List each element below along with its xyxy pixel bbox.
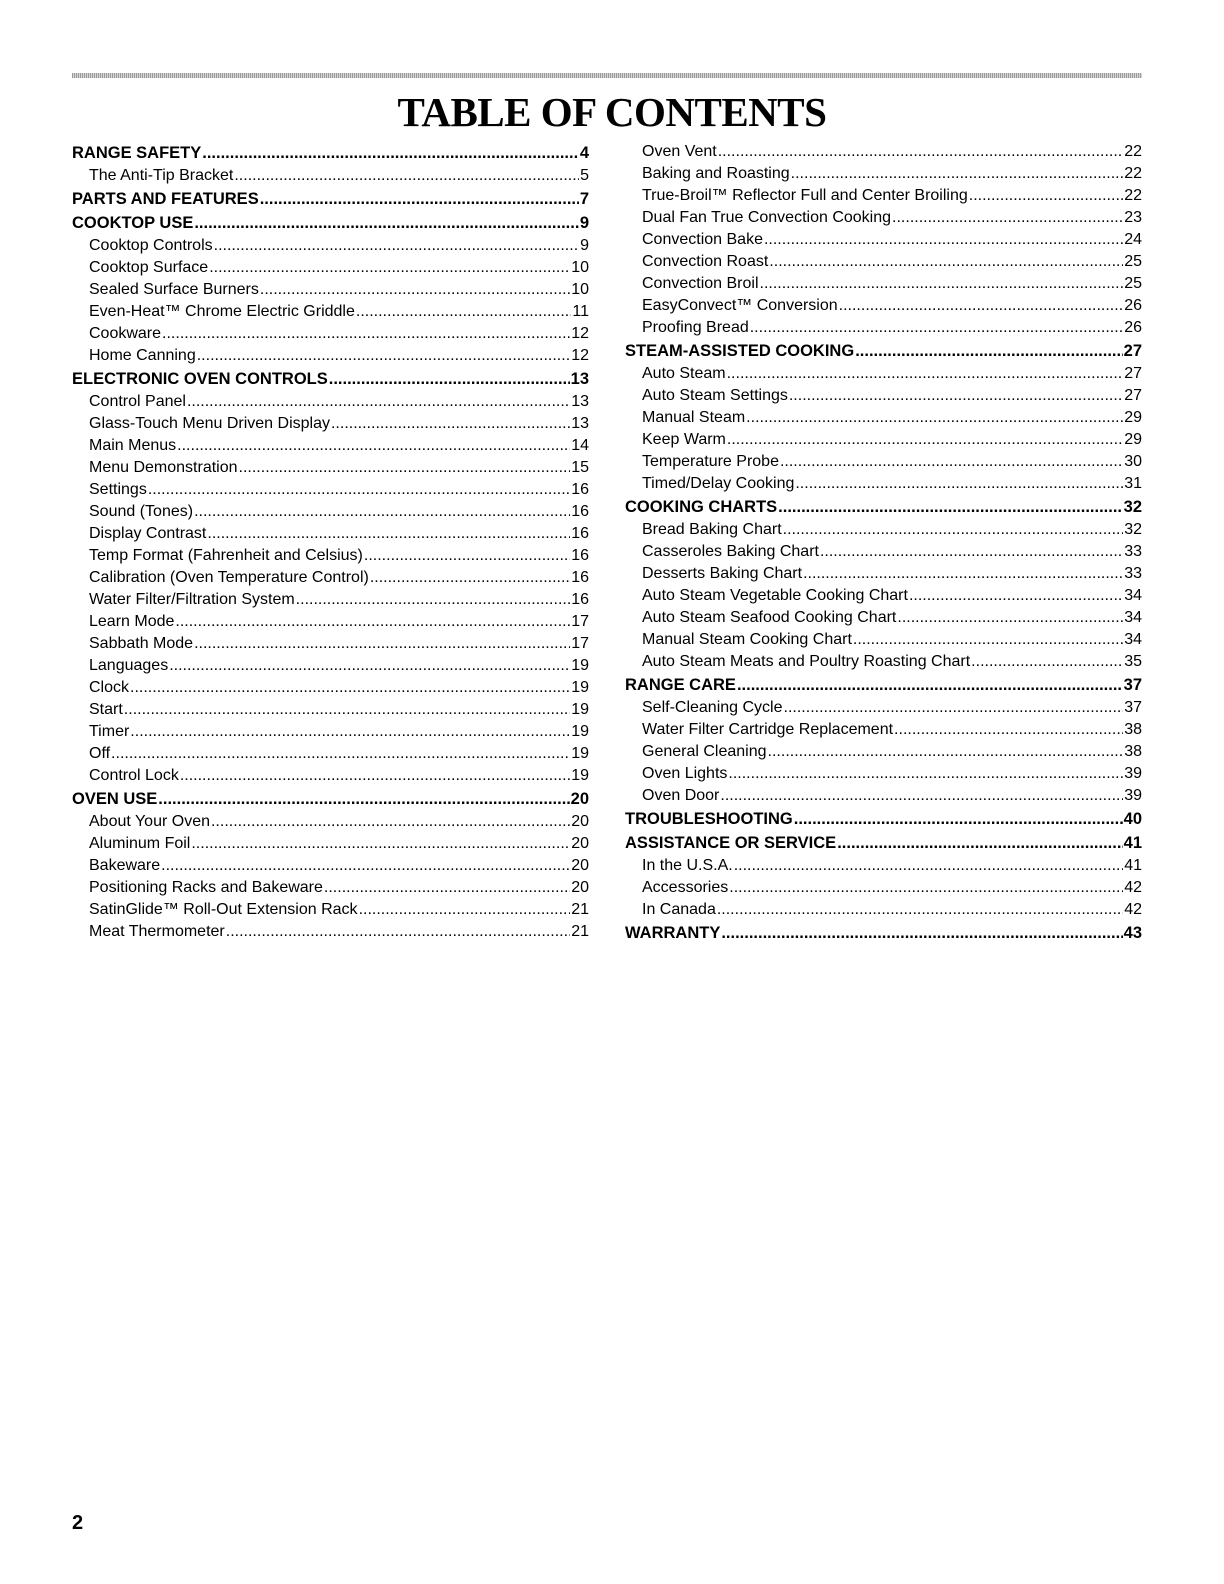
dot-leader <box>130 721 570 743</box>
toc-entry-title: Timer <box>89 723 130 740</box>
toc-entry-title: Languages <box>89 657 169 674</box>
toc-entry-page: 39 <box>1124 787 1142 804</box>
dot-leader <box>737 673 1123 697</box>
toc-entry-page: 27 <box>1123 342 1142 360</box>
dot-leader <box>161 855 570 877</box>
dot-leader <box>853 629 1123 651</box>
page-number: 2 <box>72 1512 84 1534</box>
toc-section-entry[interactable] <box>625 339 1142 363</box>
dot-leader <box>175 611 570 633</box>
toc-subsection-entry[interactable] <box>72 567 589 589</box>
toc-entry-title: Bakeware <box>89 857 161 874</box>
toc-entry-page: 10 <box>571 281 589 298</box>
toc-section-entry[interactable] <box>625 921 1142 945</box>
toc-entry-page: 42 <box>1124 901 1142 918</box>
toc-entry-title: Accessories <box>642 879 729 896</box>
toc-subsection-entry[interactable] <box>72 743 589 765</box>
toc-entry-page: 24 <box>1124 231 1142 248</box>
toc-entry-title: Convection Bake <box>642 231 763 248</box>
toc-entry-page: 37 <box>1123 676 1142 694</box>
toc-entry-title: Oven Door <box>642 787 720 804</box>
toc-subsection-entry[interactable] <box>625 785 1142 807</box>
toc-subsection-entry[interactable] <box>72 391 589 413</box>
toc-section-entry[interactable] <box>625 495 1142 519</box>
toc-subsection-entry[interactable] <box>625 363 1142 385</box>
dot-leader <box>364 545 570 567</box>
toc-subsection-entry[interactable] <box>625 273 1142 295</box>
toc-entry-title: Calibration (Oven Temperature Control) <box>89 569 369 586</box>
dot-leader <box>177 435 570 457</box>
dot-leader <box>820 541 1123 563</box>
toc-entry-page: 22 <box>1124 143 1142 160</box>
toc-subsection-entry[interactable] <box>72 413 589 435</box>
dot-leader <box>226 921 570 943</box>
toc-subsection-entry[interactable] <box>72 545 589 567</box>
toc-entry-page: 39 <box>1124 765 1142 782</box>
toc-entry-title: Cooktop Surface <box>89 259 209 276</box>
dot-leader <box>194 211 578 235</box>
toc-entry-page: 22 <box>1124 187 1142 204</box>
toc-subsection-entry[interactable] <box>625 541 1142 563</box>
toc-entry-page: 34 <box>1124 631 1142 648</box>
toc-entry-title: Auto Steam <box>642 365 726 382</box>
toc-subsection-entry[interactable] <box>625 317 1142 339</box>
toc-entry-page: 32 <box>1124 521 1142 538</box>
toc-entry-title: Control Panel <box>89 393 186 410</box>
toc-subsection-entry[interactable] <box>625 563 1142 585</box>
toc-subsection-entry[interactable] <box>625 385 1142 407</box>
dot-leader <box>855 339 1122 363</box>
toc-section-entry[interactable] <box>72 187 589 211</box>
dot-leader <box>214 235 579 257</box>
toc-section-entry[interactable] <box>625 831 1142 855</box>
toc-entry-page: 11 <box>572 303 589 320</box>
toc-entry-page: 20 <box>571 857 589 874</box>
toc-entry-title: Baking and Roasting <box>642 165 790 182</box>
toc-entry-title: Main Menus <box>89 437 177 454</box>
dot-leader <box>211 811 570 833</box>
dot-leader <box>234 165 579 187</box>
dot-leader <box>784 697 1124 719</box>
toc-entry-page: 35 <box>1124 653 1142 670</box>
toc-subsection-entry[interactable] <box>72 323 589 345</box>
toc-subsection-entry[interactable] <box>625 629 1142 651</box>
dot-leader <box>130 677 570 699</box>
dot-leader <box>296 589 571 611</box>
toc-entry-title: Cooktop Controls <box>89 237 213 254</box>
toc-subsection-entry[interactable] <box>625 607 1142 629</box>
toc-column-right <box>625 141 1142 945</box>
toc-entry-title: OVEN USE <box>72 790 158 808</box>
toc-entry-page: 34 <box>1124 609 1142 626</box>
dot-leader <box>803 563 1123 585</box>
toc-section-entry[interactable] <box>625 673 1142 697</box>
toc-subsection-entry[interactable] <box>72 235 589 257</box>
toc-entry-page: 25 <box>1124 275 1142 292</box>
toc-subsection-entry[interactable] <box>72 457 589 479</box>
dot-leader <box>717 899 1123 921</box>
dot-leader <box>783 519 1124 541</box>
toc-entry-page: 25 <box>1124 253 1142 270</box>
toc-entry-page: 16 <box>571 591 589 608</box>
toc-subsection-entry[interactable] <box>72 855 589 877</box>
dot-leader <box>180 765 570 787</box>
toc-entry-title: Settings <box>89 481 147 498</box>
toc-entry-page: 27 <box>1124 365 1142 382</box>
dot-leader <box>207 523 570 545</box>
toc-entry-title: EasyConvect™ Conversion <box>642 297 838 314</box>
toc-entry-title: Display Contrast <box>89 525 207 542</box>
toc-entry-page: 40 <box>1123 810 1142 828</box>
dot-leader <box>359 899 571 921</box>
toc-subsection-entry[interactable] <box>72 877 589 899</box>
dot-leader <box>331 413 570 435</box>
toc-entry-page: 33 <box>1124 543 1142 560</box>
toc-subsection-entry[interactable] <box>72 435 589 457</box>
toc-section-entry[interactable] <box>72 211 589 235</box>
toc-subsection-entry[interactable] <box>625 877 1142 899</box>
dot-leader <box>324 877 570 899</box>
toc-entry-title: Keep Warm <box>642 431 726 448</box>
dot-leader <box>794 807 1123 831</box>
toc-entry-title: True-Broil™ Reflector Full and Center Broiling <box>642 187 968 204</box>
toc-subsection-entry[interactable] <box>625 697 1142 719</box>
toc-entry-page: 13 <box>571 415 589 432</box>
toc-entry-title: Learn Mode <box>89 613 175 630</box>
dot-leader <box>718 141 1123 163</box>
toc-subsection-entry[interactable] <box>625 163 1142 185</box>
toc-entry-title: COOKTOP USE <box>72 214 194 232</box>
toc-subsection-entry[interactable] <box>625 519 1142 541</box>
toc-entry-title: Bread Baking Chart <box>642 521 782 538</box>
dot-leader <box>795 473 1123 495</box>
dot-leader <box>750 317 1123 339</box>
dot-leader <box>239 457 571 479</box>
toc-entry-page: 42 <box>1124 879 1142 896</box>
toc-entry-title: Auto Steam Seafood Cooking Chart <box>642 609 897 626</box>
dot-leader <box>260 187 579 211</box>
dot-leader <box>897 607 1123 629</box>
toc-subsection-entry[interactable] <box>72 301 589 323</box>
toc-entry-title: Clock <box>89 679 130 696</box>
toc-entry-page: 16 <box>571 503 589 520</box>
toc-entry-page: 19 <box>571 701 589 718</box>
toc-subsection-entry[interactable] <box>72 633 589 655</box>
toc-entry-page: 4 <box>579 144 589 162</box>
toc-entry-title: Meat Thermometer <box>89 923 225 940</box>
toc-subsection-entry[interactable] <box>72 501 589 523</box>
dot-leader <box>746 407 1123 429</box>
toc-entry-title: Convection Broil <box>642 275 759 292</box>
toc-entry-title: Even-Heat™ Chrome Electric Griddle <box>89 303 355 320</box>
toc-entry-title: Cookware <box>89 325 162 342</box>
dot-leader <box>892 207 1123 229</box>
toc-entry-page: 12 <box>571 347 589 364</box>
toc-entry-title: Sound (Tones) <box>89 503 194 520</box>
toc-subsection-entry[interactable] <box>625 429 1142 451</box>
toc-entry-page: 13 <box>571 393 589 410</box>
toc-entry-title: Manual Steam Cooking Chart <box>642 631 852 648</box>
toc-entry-title: The Anti-Tip Bracket <box>89 167 234 184</box>
toc-section-entry[interactable] <box>72 367 589 391</box>
toc-entry-page: 38 <box>1124 743 1142 760</box>
dot-leader <box>894 719 1123 741</box>
toc-subsection-entry[interactable] <box>72 589 589 611</box>
toc-entry-title: COOKING CHARTS <box>625 498 778 516</box>
toc-entry-title: Home Canning <box>89 347 196 364</box>
toc-entry-title: Aluminum Foil <box>89 835 191 852</box>
toc-entry-page: 41 <box>1124 857 1142 874</box>
toc-subsection-entry[interactable] <box>72 523 589 545</box>
toc-entry-page: 9 <box>579 214 589 232</box>
toc-subsection-entry[interactable] <box>72 833 589 855</box>
toc-section-entry[interactable] <box>72 141 589 165</box>
toc-subsection-entry[interactable] <box>625 651 1142 673</box>
toc-subsection-entry[interactable] <box>625 585 1142 607</box>
toc-entry-title: Water Filter Cartridge Replacement <box>642 721 894 738</box>
toc-entry-page: 17 <box>571 613 589 630</box>
dot-leader <box>162 323 570 345</box>
toc-subsection-entry[interactable] <box>625 763 1142 785</box>
dot-leader <box>971 651 1123 673</box>
toc-entry-page: 21 <box>571 923 589 940</box>
toc-subsection-entry[interactable] <box>625 229 1142 251</box>
toc-entry-page: 16 <box>571 525 589 542</box>
toc-subsection-entry[interactable] <box>625 295 1142 317</box>
dot-leader <box>839 295 1124 317</box>
dot-leader <box>202 141 579 165</box>
toc-entry-title: WARRANTY <box>625 924 721 942</box>
toc-entry-page: 10 <box>571 259 589 276</box>
toc-entry-page: 23 <box>1124 209 1142 226</box>
toc-subsection-entry[interactable] <box>72 699 589 721</box>
toc-subsection-entry[interactable] <box>625 185 1142 207</box>
toc-entry-page: 22 <box>1124 165 1142 182</box>
toc-subsection-entry[interactable] <box>625 855 1142 877</box>
toc-entry-page: 16 <box>571 481 589 498</box>
dot-leader <box>209 257 570 279</box>
dot-leader <box>969 185 1123 207</box>
dot-leader <box>728 763 1123 785</box>
toc-entry-page: 13 <box>570 370 589 388</box>
dot-leader <box>370 567 570 589</box>
toc-entry-page: 33 <box>1124 565 1142 582</box>
toc-entry-title: Convection Roast <box>642 253 769 270</box>
dot-leader <box>194 633 570 655</box>
dot-leader <box>720 785 1123 807</box>
toc-subsection-entry[interactable] <box>625 719 1142 741</box>
toc-entry-page: 26 <box>1124 319 1142 336</box>
dot-leader <box>169 655 570 677</box>
dot-leader <box>158 787 569 811</box>
toc-entry-page: 9 <box>580 237 589 254</box>
dot-leader <box>721 921 1122 945</box>
toc-subsection-entry[interactable] <box>625 741 1142 763</box>
dot-leader <box>734 855 1123 877</box>
dot-leader <box>124 699 570 721</box>
dot-leader <box>197 345 570 367</box>
toc-entry-title: TROUBLESHOOTING <box>625 810 793 828</box>
toc-subsection-entry[interactable] <box>625 407 1142 429</box>
toc-entry-title: Temperature Probe <box>642 453 779 470</box>
toc-subsection-entry[interactable] <box>625 207 1142 229</box>
toc-subsection-entry[interactable] <box>72 721 589 743</box>
toc-entry-title: SatinGlide™ Roll-Out Extension Rack <box>89 901 358 918</box>
dot-leader <box>769 251 1123 273</box>
toc-entry-title: General Cleaning <box>642 743 767 760</box>
toc-entry-page: 16 <box>571 569 589 586</box>
toc-section-entry[interactable] <box>625 807 1142 831</box>
toc-entry-title: Manual Steam <box>642 409 746 426</box>
toc-subsection-entry[interactable] <box>625 251 1142 273</box>
toc-entry-title: Oven Lights <box>642 765 728 782</box>
toc-entry-title: Glass-Touch Menu Driven Display <box>89 415 330 432</box>
toc-entry-title: STEAM-ASSISTED COOKING <box>625 342 855 360</box>
toc-subsection-entry[interactable] <box>72 279 589 301</box>
toc-subsection-entry[interactable] <box>72 611 589 633</box>
toc-subsection-entry[interactable] <box>72 765 589 787</box>
toc-entry-title: Menu Demonstration <box>89 459 238 476</box>
dot-leader <box>194 501 570 523</box>
toc-entry-page: 20 <box>571 813 589 830</box>
dot-leader <box>191 833 570 855</box>
toc-entry-page: 5 <box>580 167 589 184</box>
toc-entry-title: Positioning Racks and Bakeware <box>89 879 323 896</box>
toc-subsection-entry[interactable] <box>72 677 589 699</box>
toc-entry-page: 7 <box>579 190 589 208</box>
toc-entry-page: 26 <box>1124 297 1142 314</box>
toc-entry-title: ASSISTANCE OR SERVICE <box>625 834 837 852</box>
toc-entry-title: About Your Oven <box>89 813 210 830</box>
dot-leader <box>778 495 1122 519</box>
dot-leader <box>789 385 1123 407</box>
toc-entry-title: PARTS AND FEATURES <box>72 190 259 208</box>
top-rule <box>72 73 1142 78</box>
dot-leader <box>356 301 572 323</box>
toc-entry-page: 20 <box>571 835 589 852</box>
toc-entry-title: Water Filter/Filtration System <box>89 591 295 608</box>
toc-subsection-entry[interactable] <box>72 479 589 501</box>
toc-entry-title: Oven Vent <box>642 143 717 160</box>
dot-leader <box>187 391 570 413</box>
toc-entry-page: 19 <box>571 767 589 784</box>
toc-entry-title: In Canada <box>642 901 716 918</box>
toc-entry-page: 15 <box>571 459 589 476</box>
toc-entry-title: Off <box>89 745 111 762</box>
toc-entry-page: 21 <box>571 901 589 918</box>
toc-entry-page: 30 <box>1124 453 1142 470</box>
toc-entry-title: Auto Steam Vegetable Cooking Chart <box>642 587 908 604</box>
toc-entry-title: Start <box>89 701 123 718</box>
toc-entry-page: 34 <box>1124 587 1142 604</box>
dot-leader <box>837 831 1122 855</box>
toc-subsection-entry[interactable] <box>72 899 589 921</box>
toc-entry-title: Auto Steam Settings <box>642 387 788 404</box>
dot-leader <box>148 479 570 501</box>
toc-entry-page: 32 <box>1123 498 1142 516</box>
dot-leader <box>764 229 1123 251</box>
dot-leader <box>727 363 1124 385</box>
dot-leader <box>111 743 570 765</box>
dot-leader <box>260 279 570 301</box>
toc-subsection-entry[interactable] <box>625 473 1142 495</box>
toc-entry-page: 19 <box>571 745 589 762</box>
dot-leader <box>780 451 1123 473</box>
toc-entry-page: 19 <box>571 679 589 696</box>
toc-entry-title: Timed/Delay Cooking <box>642 475 795 492</box>
toc-entry-page: 12 <box>571 325 589 342</box>
toc-entry-page: 17 <box>571 635 589 652</box>
toc-entry-page: 19 <box>571 723 589 740</box>
toc-subsection-entry[interactable] <box>72 165 589 187</box>
toc-entry-page: 20 <box>570 790 589 808</box>
dot-leader <box>329 367 570 391</box>
dot-leader <box>768 741 1124 763</box>
toc-entry-page: 38 <box>1124 721 1142 738</box>
toc-entry-title: Sabbath Mode <box>89 635 194 652</box>
toc-subsection-entry[interactable] <box>72 257 589 279</box>
dot-leader <box>909 585 1123 607</box>
toc-entry-title: Casseroles Baking Chart <box>642 543 819 560</box>
toc-entry-title: RANGE SAFETY <box>72 144 202 162</box>
toc-entry-page: 16 <box>571 547 589 564</box>
toc-entry-page: 19 <box>571 657 589 674</box>
toc-entry-page: 37 <box>1124 699 1142 716</box>
toc-section-entry[interactable] <box>72 787 589 811</box>
toc-entry-title: Sealed Surface Burners <box>89 281 259 298</box>
toc-entry-title: Control Lock <box>89 767 179 784</box>
toc-subsection-entry[interactable] <box>72 921 589 943</box>
toc-entry-page: 29 <box>1124 409 1142 426</box>
toc-entry-page: 29 <box>1124 431 1142 448</box>
toc-subsection-entry[interactable] <box>72 655 589 677</box>
toc-entry-title: RANGE CARE <box>625 676 736 694</box>
toc-entry-page: 14 <box>571 437 589 454</box>
toc-entry-page: 20 <box>571 879 589 896</box>
toc-entry-page: 31 <box>1124 475 1142 492</box>
page-title: TABLE OF CONTENTS <box>397 89 827 135</box>
toc-subsection-entry[interactable] <box>72 811 589 833</box>
toc-column-left <box>72 141 589 943</box>
toc-subsection-entry[interactable] <box>625 451 1142 473</box>
toc-entry-page: 43 <box>1123 924 1142 942</box>
toc-entry-title: ELECTRONIC OVEN CONTROLS <box>72 370 328 388</box>
dot-leader <box>791 163 1124 185</box>
toc-entry-title: Desserts Baking Chart <box>642 565 803 582</box>
toc-subsection-entry[interactable] <box>625 141 1142 163</box>
toc-entry-title: Temp Format (Fahrenheit and Celsius) <box>89 547 363 564</box>
toc-entry-title: Auto Steam Meats and Poultry Roasting Chart <box>642 653 971 670</box>
toc-entry-title: In the U.S.A. <box>642 857 733 874</box>
dot-leader <box>727 429 1123 451</box>
toc-entry-title: Proofing Bread <box>642 319 749 336</box>
toc-entry-page: 27 <box>1124 387 1142 404</box>
dot-leader <box>729 877 1123 899</box>
toc-subsection-entry[interactable] <box>72 345 589 367</box>
toc-entry-title: Self-Cleaning Cycle <box>642 699 783 716</box>
toc-entry-page: 41 <box>1123 834 1142 852</box>
dot-leader <box>760 273 1124 295</box>
toc-entry-title: Dual Fan True Convection Cooking <box>642 209 892 226</box>
toc-subsection-entry[interactable] <box>625 899 1142 921</box>
